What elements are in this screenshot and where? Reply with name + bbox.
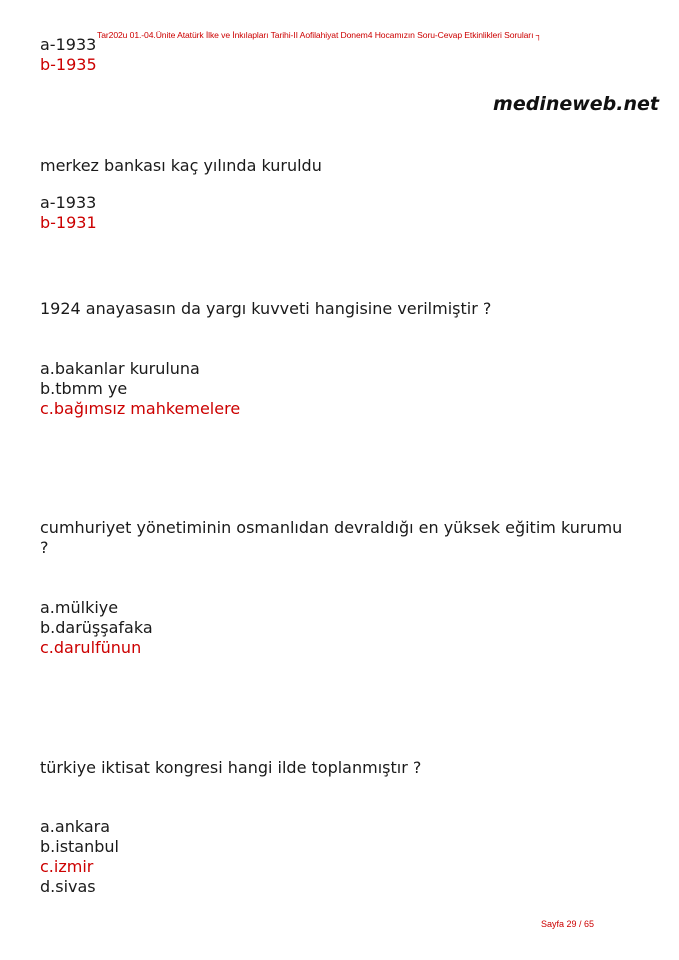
q1-option-b-answer: b-1931 <box>40 213 97 232</box>
q3-option-c-answer: c.darulfünun <box>40 638 142 657</box>
q4-option-d: d.sivas <box>40 877 96 896</box>
q4-option-a: a.ankara <box>40 817 111 836</box>
q4-question: türkiye iktisat kongresi hangi ilde toplanmıştır ? <box>40 758 422 777</box>
q4-option-c-answer: c.izmir <box>40 857 94 876</box>
q4-option-b: b.istanbul <box>40 837 119 856</box>
q1-option-a: a-1933 <box>40 193 97 212</box>
q2-option-b: b.tbmm ye <box>40 379 128 398</box>
q0-option-b-answer: b-1935 <box>40 55 97 74</box>
q0-option-a: a-1933 <box>40 35 97 54</box>
q3-question-line1: cumhuriyet yönetiminin osmanlıdan devraldığı en yüksek eğitim kurumu <box>40 518 623 537</box>
q2-question: 1924 anayasasın da yargı kuvveti hangisine verilmiştir ? <box>40 299 492 318</box>
brand-watermark: medineweb.net <box>493 93 659 115</box>
q3-option-a: a.mülkiye <box>40 598 119 617</box>
page-header: Tar202u 01.-04.Ünite Atatürk İlke ve İnkılapları Tarihi-II Aofilahiyat Donem4 Hocamızın Soru-Cevap Etkinlikleri Soruları ┐ <box>97 30 542 40</box>
q3-question-line2: ? <box>40 538 49 557</box>
q3-option-b: b.darüşşafaka <box>40 618 153 637</box>
q1-question: merkez bankası kaç yılında kuruldu <box>40 156 322 175</box>
page-number: Sayfa 29 / 65 <box>541 919 595 929</box>
q2-option-a: a.bakanlar kuruluna <box>40 359 200 378</box>
q2-option-c-answer: c.bağımsız mahkemelere <box>40 399 241 418</box>
